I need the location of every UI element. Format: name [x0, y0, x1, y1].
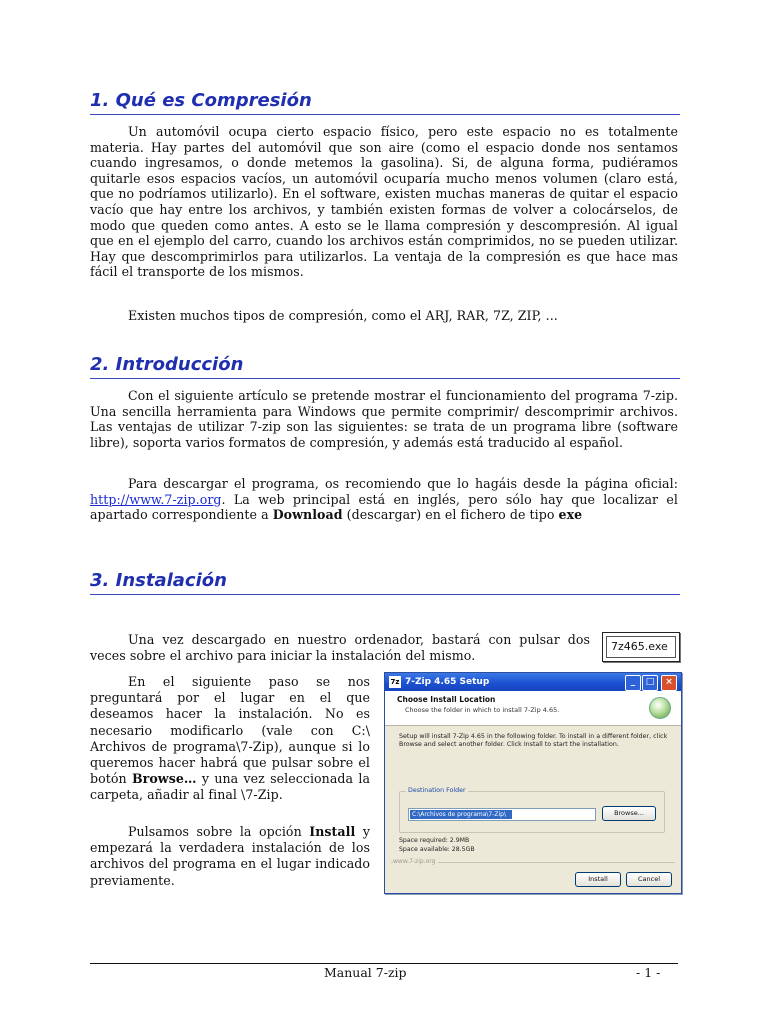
exe-file-label: 7z465.exe	[606, 636, 676, 658]
close-icon[interactable]: ×	[661, 675, 677, 691]
space-required: Space required: 2.9MB	[399, 837, 470, 844]
bold-term: exe	[558, 507, 583, 523]
paragraph	[90, 632, 590, 663]
bold-term: Install	[309, 824, 356, 839]
cancel-button[interactable]: Cancel	[626, 872, 672, 887]
7zip-logo-icon	[649, 697, 671, 719]
paragraph-text: y una vez seleccionada la carpeta, añadir al final \7-Zip.	[90, 771, 371, 803]
footer-title: Manual 7-zip	[324, 965, 407, 980]
paragraph	[90, 388, 678, 450]
setup-window	[384, 672, 682, 894]
paragraph-text: Una vez descargado en nuestro ordenador, bastará con pulsar dos veces sobre el archivo para iniciar la instalación del mismo.	[90, 632, 590, 663]
destination-folder-input[interactable]	[408, 808, 596, 821]
paragraph-text: (descargar) en el fichero de tipo	[342, 507, 559, 523]
window-titlebar	[385, 673, 681, 691]
maximize-icon[interactable]: □	[642, 675, 658, 691]
paragraph-text: Pulsamos sobre la opción	[128, 824, 310, 839]
window-title: 7-Zip 4.65 Setup	[405, 677, 490, 687]
paragraph	[90, 824, 370, 889]
space-available: Space available: 28.5GB	[399, 846, 475, 853]
minimize-icon[interactable]: _	[625, 675, 641, 691]
paragraph	[90, 476, 678, 523]
paragraph-text: Un automóvil ocupa cierto espacio físico, pero este espacio no es totalmente materia. Hay partes del automóvil que son aire (como el espacio donde nos sentamos cuando ingresamos, o donde metemos la gasolina). Si, de alguna forma, pudiéramos quitarle esos espacios vacíos, un automóvil ocuparía mucho menos volumen (claro está, que no podríamos utilizarlo). En el software, existen muchas maneras de quitar el espacio vacío que hay entre los archivos, y también existen formas de volver a colocárselos, de modo que queden como antes. A esto se le llama compresión y descompresión. Al igual que en el ejemplo del carro, cuando los archivos están comprimidos, no se pueden utilizar. Hay que descomprimirlos para utilizarlos. La ventaja de la compresión es que hace mas fácil el transporte de los mismos.	[90, 124, 678, 280]
window-header	[385, 691, 681, 726]
group-label: Destination Folder	[408, 787, 466, 794]
footer-divider	[90, 963, 678, 964]
destination-folder-group	[399, 787, 665, 833]
install-button[interactable]: Install	[575, 872, 621, 887]
browse-button[interactable]: Browse...	[602, 806, 656, 821]
paragraph-text: Con el siguiente artículo se pretende mostrar el funcionamiento del programa 7-zip. Una sencilla herramienta para Windows que permite comprimir/ descomprimir archivos. Las ventajas de utilizar 7-zip son las siguientes: se trata de un programa libre (software libre), soporta varios formatos de compresión, y además está traducido al español.	[90, 388, 678, 450]
section-heading-1: 1. Qué es Compresión	[90, 90, 680, 115]
bold-term: Download	[272, 507, 343, 523]
paragraph	[90, 674, 370, 804]
page-number: - 1 -	[636, 965, 661, 980]
paragraph-text: Existen muchos tipos de compresión, como el ARJ, RAR, 7Z, ZIP, ...	[128, 308, 558, 323]
section-heading-2: 2. Introducción	[90, 354, 680, 379]
website-link[interactable]: http://www.7-zip.org	[90, 491, 222, 507]
folder-path: C:\Archivos de programa\7-Zip\	[410, 810, 512, 819]
paragraph-text: Para descargar el programa, os recomiendo que lo hagáis desde la página oficial:	[128, 476, 678, 491]
app-icon: 7z	[390, 678, 400, 686]
paragraph	[90, 124, 678, 280]
section-heading-3: 3. Instalación	[90, 570, 680, 595]
header-subtitle: Choose the folder in which to install 7-Zip 4.65.	[405, 706, 560, 714]
header-title: Choose Install Location	[397, 695, 496, 704]
paragraph-text: . La web principal está en inglés, pero sólo hay que localizar el apartado correspondiente a	[90, 491, 678, 523]
brand-label: www.7-zip.org	[393, 858, 438, 865]
paragraph-text: En el siguiente paso se nos preguntará por el lugar en el que deseamos hacer la instalación. No es necesario modificarlo (vale con C:\ Archivos de programa\7-Zip), aunque si lo queremos hacer habrá que pulsar sobre el botón	[90, 674, 370, 787]
setup-description: Setup will install 7-Zip 4.65 in the following folder. To install in a different folder, click Browse and select another folder. Click Install to start the installation.	[399, 733, 668, 748]
exe-file-icon	[602, 632, 680, 662]
bold-term: Browse…	[131, 771, 197, 787]
paragraph	[90, 308, 678, 324]
paragraph-text: y empezará la verdadera instalación de los archivos del programa en el lugar indicado previamente.	[90, 824, 371, 888]
